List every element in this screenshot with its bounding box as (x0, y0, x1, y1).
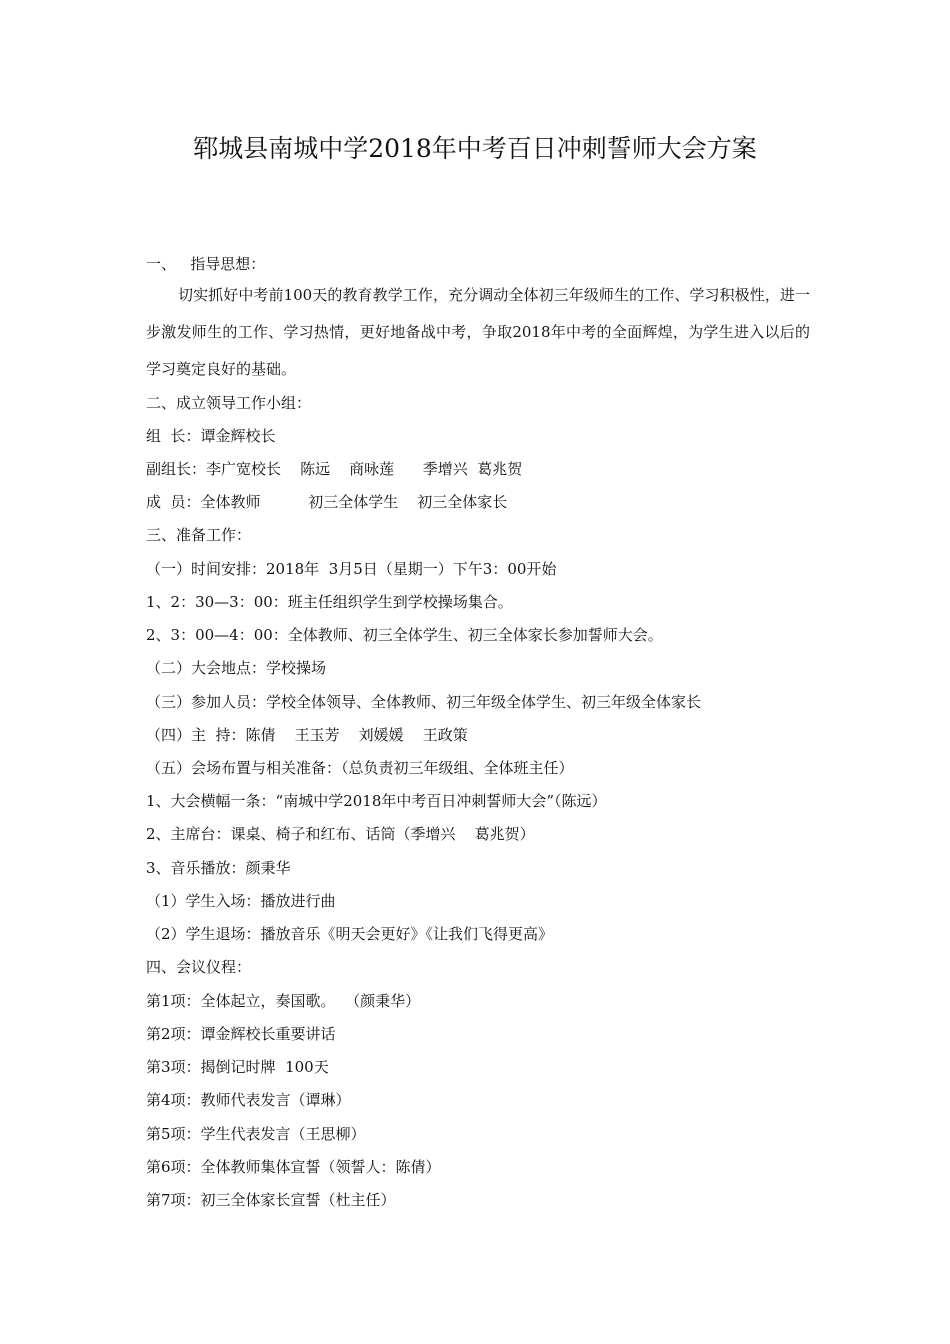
section-heading-leadership-group: 二、成立领导工作小组： (146, 394, 312, 412)
agenda-item: 第4项：教师代表发言（谭琳） (146, 1091, 351, 1109)
section-heading-agenda: 四、会议仪程： (146, 958, 252, 976)
preparation-item: 1、2：30—3：00：班主任组织学生到学校操场集合。 (146, 593, 513, 611)
members-line: 成 员：全体教师 初三全体学生 初三全体家长 (146, 493, 508, 511)
preparation-item: （2）学生退场：播放音乐《明天会更好》《让我们飞得更高》 (146, 925, 554, 943)
preparation-item: （五）会场布置与相关准备：（总负责初三年级组、全体班主任） (146, 759, 574, 777)
deputy-leader-line: 副组长：李广宽校长 陈远 商咏莲 季增兴 葛兆贺 (146, 460, 523, 478)
agenda-item: 第3项：揭倒记时牌 100天 (146, 1058, 329, 1076)
agenda-item: 第2项：谭金辉校长重要讲话 (146, 1025, 336, 1043)
preparation-item: （三）参加人员：学校全体领导、全体教师、初三年级全体学生、初三年级全体家长 (146, 693, 702, 711)
preparation-item: 3、音乐播放：颜秉华 (146, 859, 291, 877)
preparation-item: 1、大会横幅一条：“南城中学2018年中考百日冲刺誓师大会”（陈远） (146, 792, 607, 810)
agenda-item: 第7项：初三全体家长宣誓（杜主任） (146, 1191, 396, 1209)
document-title: 郓城县南城中学2018年中考百日冲刺誓师大会方案 (193, 134, 757, 163)
preparation-item: （四）主 持：陈倩 王玉芳 刘媛媛 王政策 (146, 726, 468, 744)
guiding-thought-paragraph: 切实抓好中考前100天的教育教学工作，充分调动全体初三年级师生的工作、学习积极性，进一步激发师生的工作、学习热情，更好地备战中考，争取2018年中考的全面辉煌，为学生进入以后的学习奠定良好的基础。 (146, 286, 810, 378)
section-heading-preparation: 三、准备工作： (146, 526, 252, 544)
preparation-item: 2、3：00—4：00：全体教师、初三全体学生、初三全体家长参加誓师大会。 (146, 626, 663, 644)
preparation-item: （二）大会地点：学校操场 (146, 659, 327, 677)
agenda-item: 第1项：全体起立，奏国歌。 （颜秉华） (146, 992, 421, 1010)
preparation-item: （一）时间安排：2018年 3月5日（星期一）下午3：00开始 (146, 560, 557, 578)
agenda-item: 第6项：全体教师集体宣誓（领誓人：陈倩） (146, 1158, 441, 1176)
section-heading-guiding-thought: 一、 指导思想： (146, 255, 266, 273)
preparation-item: （1）学生入场：播放进行曲 (146, 892, 336, 910)
leader-line: 组 长：谭金辉校长 (146, 427, 276, 445)
agenda-item: 第5项：学生代表发言（王思柳） (146, 1125, 366, 1143)
preparation-item: 2、主席台：课桌、椅子和红布、话筒（季增兴 葛兆贺） (146, 825, 535, 843)
